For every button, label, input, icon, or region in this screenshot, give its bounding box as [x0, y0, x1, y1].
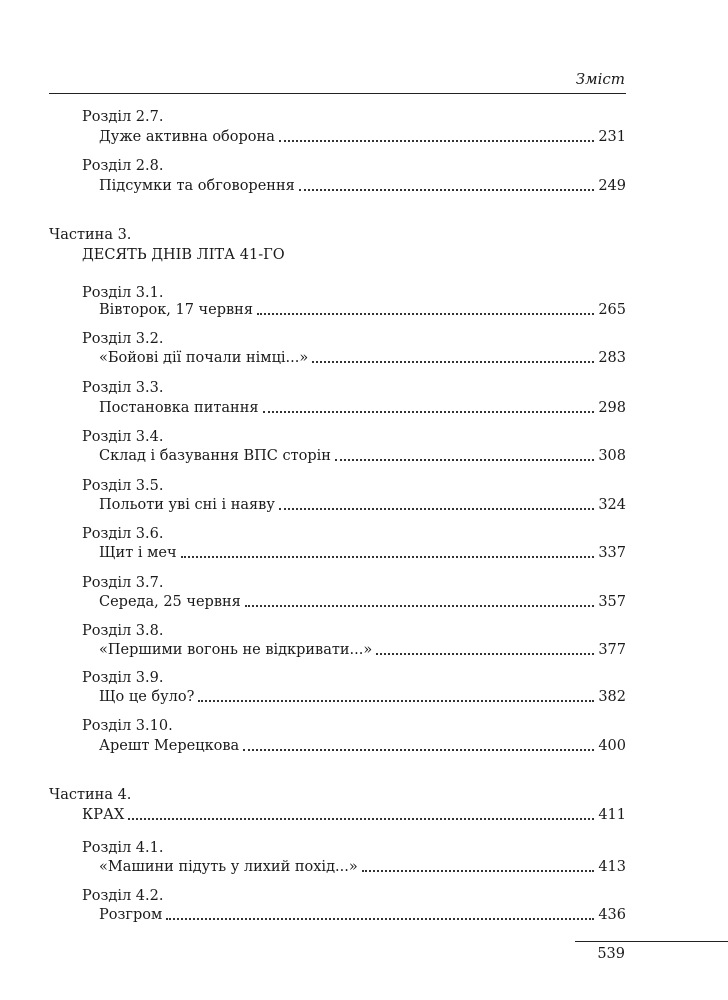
section-3-6-page: 337 [598, 545, 626, 561]
part-4-entry[interactable] [82, 805, 626, 825]
part-3-title[interactable]: ДЕСЯТЬ ДНІВ ЛІТА 41-ГО [82, 247, 285, 263]
section-3-5-title: Польоти уві сні і наяву [99, 497, 275, 513]
section-4-2-label: Розділ 4.2. [82, 888, 164, 904]
section-3-4-page: 308 [598, 448, 626, 464]
section-3-5-entry[interactable] [99, 495, 626, 515]
dot-leader [257, 313, 594, 315]
section-3-3-title: Постановка питання [99, 400, 259, 416]
section-3-6-entry[interactable] [99, 543, 626, 563]
dot-leader [181, 556, 595, 558]
dot-leader [299, 189, 595, 191]
section-3-9-title: Що це було? [99, 689, 195, 705]
section-3-4-entry[interactable] [99, 446, 626, 466]
section-3-10-label: Розділ 3.10. [82, 718, 173, 734]
section-3-4-label: Розділ 3.4. [82, 429, 164, 445]
footer-rule [575, 941, 728, 942]
section-4-1-entry[interactable] [99, 857, 626, 877]
section-3-10-title: Арешт Мерецкова [99, 738, 240, 754]
section-2-7-title: Дуже активна оборона [99, 129, 275, 145]
section-3-2-label: Розділ 3.2. [82, 331, 164, 347]
section-3-2-page: 283 [598, 350, 626, 366]
section-2-8-title: Підсумки та обговорення [99, 178, 295, 194]
section-4-2-title: Розгром [99, 907, 163, 923]
part-4-title: КРАХ [82, 807, 125, 823]
section-4-2-entry[interactable] [99, 905, 626, 925]
section-3-3-page: 298 [598, 400, 626, 416]
section-3-8-title: «Першими вогонь не відкривати...» [99, 642, 373, 658]
section-4-1-label: Розділ 4.1. [82, 840, 164, 856]
section-2-7-entry[interactable] [99, 127, 626, 147]
dot-leader [312, 361, 594, 363]
section-3-9-entry[interactable] [99, 687, 626, 707]
section-3-7-entry[interactable] [99, 592, 626, 612]
section-2-7-page: 231 [598, 129, 626, 145]
dot-leader [362, 870, 595, 872]
dot-leader [376, 653, 594, 655]
section-3-1-page: 265 [598, 302, 626, 318]
section-3-7-page: 357 [598, 594, 626, 610]
part-4-label: Частина 4. [49, 787, 132, 803]
part-4-page: 411 [598, 807, 626, 823]
section-3-7-title: Середа, 25 червня [99, 594, 241, 610]
dot-leader [243, 749, 594, 751]
section-3-10-page: 400 [598, 738, 626, 754]
section-3-1-title: Вівторок, 17 червня [99, 302, 253, 318]
section-3-5-page: 324 [598, 497, 626, 513]
dot-leader [128, 818, 594, 820]
section-3-2-entry[interactable] [99, 348, 626, 368]
section-3-6-title: Щит і меч [99, 545, 177, 561]
dot-leader [245, 605, 594, 607]
section-3-3-label: Розділ 3.3. [82, 380, 164, 396]
section-2-8-entry[interactable] [99, 176, 626, 196]
section-3-8-label: Розділ 3.8. [82, 623, 164, 639]
dot-leader [279, 508, 594, 510]
section-3-5-label: Розділ 3.5. [82, 478, 164, 494]
section-3-9-page: 382 [598, 689, 626, 705]
section-3-3-entry[interactable] [99, 398, 626, 418]
section-3-9-label: Розділ 3.9. [82, 670, 164, 686]
part-3-label: Частина 3. [49, 227, 132, 243]
dot-leader [263, 411, 595, 413]
section-2-7-label: Розділ 2.7. [82, 109, 164, 125]
section-4-1-page: 413 [598, 859, 626, 875]
dot-leader [279, 140, 594, 142]
dot-leader [198, 700, 594, 702]
section-4-1-title: «Машини підуть у лихий похід...» [99, 859, 358, 875]
section-3-2-title: «Бойові дії почали німці...» [99, 350, 309, 366]
header-rule [49, 93, 626, 94]
section-2-8-label: Розділ 2.8. [82, 158, 164, 174]
section-3-7-label: Розділ 3.7. [82, 575, 164, 591]
section-3-1-entry[interactable] [99, 300, 626, 320]
section-3-4-title: Склад і базування ВПС сторін [99, 448, 331, 464]
page-number: 539 [597, 946, 625, 962]
section-3-8-entry[interactable] [99, 640, 626, 660]
dot-leader [335, 459, 594, 461]
dot-leader [166, 918, 594, 920]
section-3-6-label: Розділ 3.6. [82, 526, 164, 542]
section-4-2-page: 436 [598, 907, 626, 923]
section-3-8-page: 377 [598, 642, 626, 658]
section-3-1-label: Розділ 3.1. [82, 285, 164, 301]
running-header-title: Зміст [575, 70, 625, 88]
section-3-10-entry[interactable] [99, 736, 626, 756]
section-2-8-page: 249 [598, 178, 626, 194]
